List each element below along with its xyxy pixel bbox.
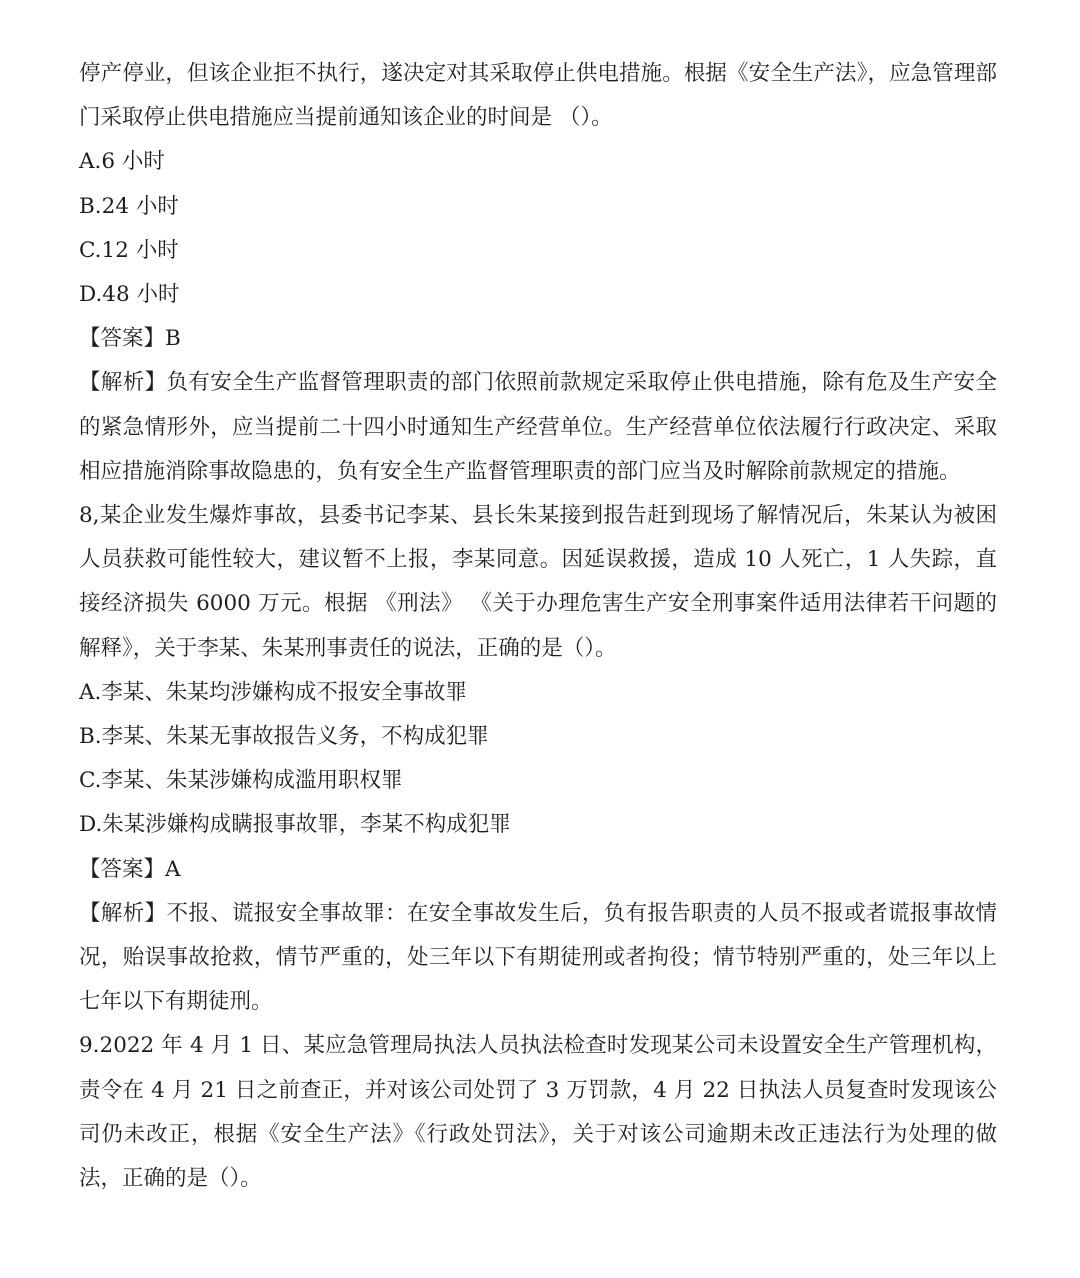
question-8-option-b: B.李某、朱某无事故报告义务，不构成犯罪	[79, 724, 489, 750]
document-page	[79, 52, 997, 1201]
question-7-explanation: 【解析】负有安全生产监督管理职责的部门依照前款规定采取停止供电措施，除有危及生产安全的紧急情形外，应当提前二十四小时通知生产经营单位。生产经营单位依法履行行政决定、采取相应措施消除事故隐患的，负有安全生产监督管理职责的部门应当及时解除前款规定的措施。	[79, 370, 997, 484]
question-7-stem-continuation: 停产停业，但该企业拒不执行，遂决定对其采取停止供电措施。根据《安全生产法》，应急管理部门采取停止供电措施应当提前通知该企业的时间是 （）。	[79, 61, 997, 131]
question-8-stem: 8,某企业发生爆炸事故，县委书记李某、县长朱某接到报告赶到现场了解情况后，朱某认为被困人员获救可能性较大，建议暂不上报，李某同意。因延误救援，造成 10 人死亡，1 人失踪，直接经济损失 6000 万元。根据 《刑法》 《关于办理危害生产安全刑事案件适用法律若干问题的解释》，关于李某、朱某刑事责任的说法，正确的是（）。	[79, 503, 997, 661]
question-8-option-d: D.朱某涉嫌构成瞒报事故罪，李某不构成犯罪	[79, 812, 511, 838]
question-8-option-c: C.李某、朱某涉嫌构成滥用职权罪	[79, 768, 403, 794]
question-8-option-a: A.李某、朱某均涉嫌构成不报安全事故罪	[79, 679, 467, 705]
question-7-answer: 【答案】B	[79, 326, 181, 352]
question-8-answer: 【答案】A	[79, 856, 181, 882]
question-7-option-c: C.12 小时	[79, 237, 179, 263]
question-9-stem: 9.2022 年 4 月 1 日、某应急管理局执法人员执法检查时发现某公司未设置安全生产管理机构，责令在 4 月 21 日之前查正，并对该公司处罚了 3 万罚款，4 月 22 日执法人员复查时发现该公司仍未改正，根据《安全生产法》《行政处罚法》，关于对该公司逾期未改正违法行为处理的做法，正确的是（）。	[79, 1033, 997, 1192]
question-8-explanation: 【解析】不报、谎报安全事故罪：在安全事故发生后，负有报告职责的人员不报或者谎报事故情况，贻误事故抢救，情节严重的，处三年以下有期徒刑或者拘役；情节特别严重的，处三年以上七年以下有期徒刑。	[79, 900, 997, 1015]
question-7-option-b: B.24 小时	[79, 193, 179, 219]
question-7-option-a: A.6 小时	[79, 149, 165, 175]
question-7-option-d: D.48 小时	[79, 282, 180, 308]
